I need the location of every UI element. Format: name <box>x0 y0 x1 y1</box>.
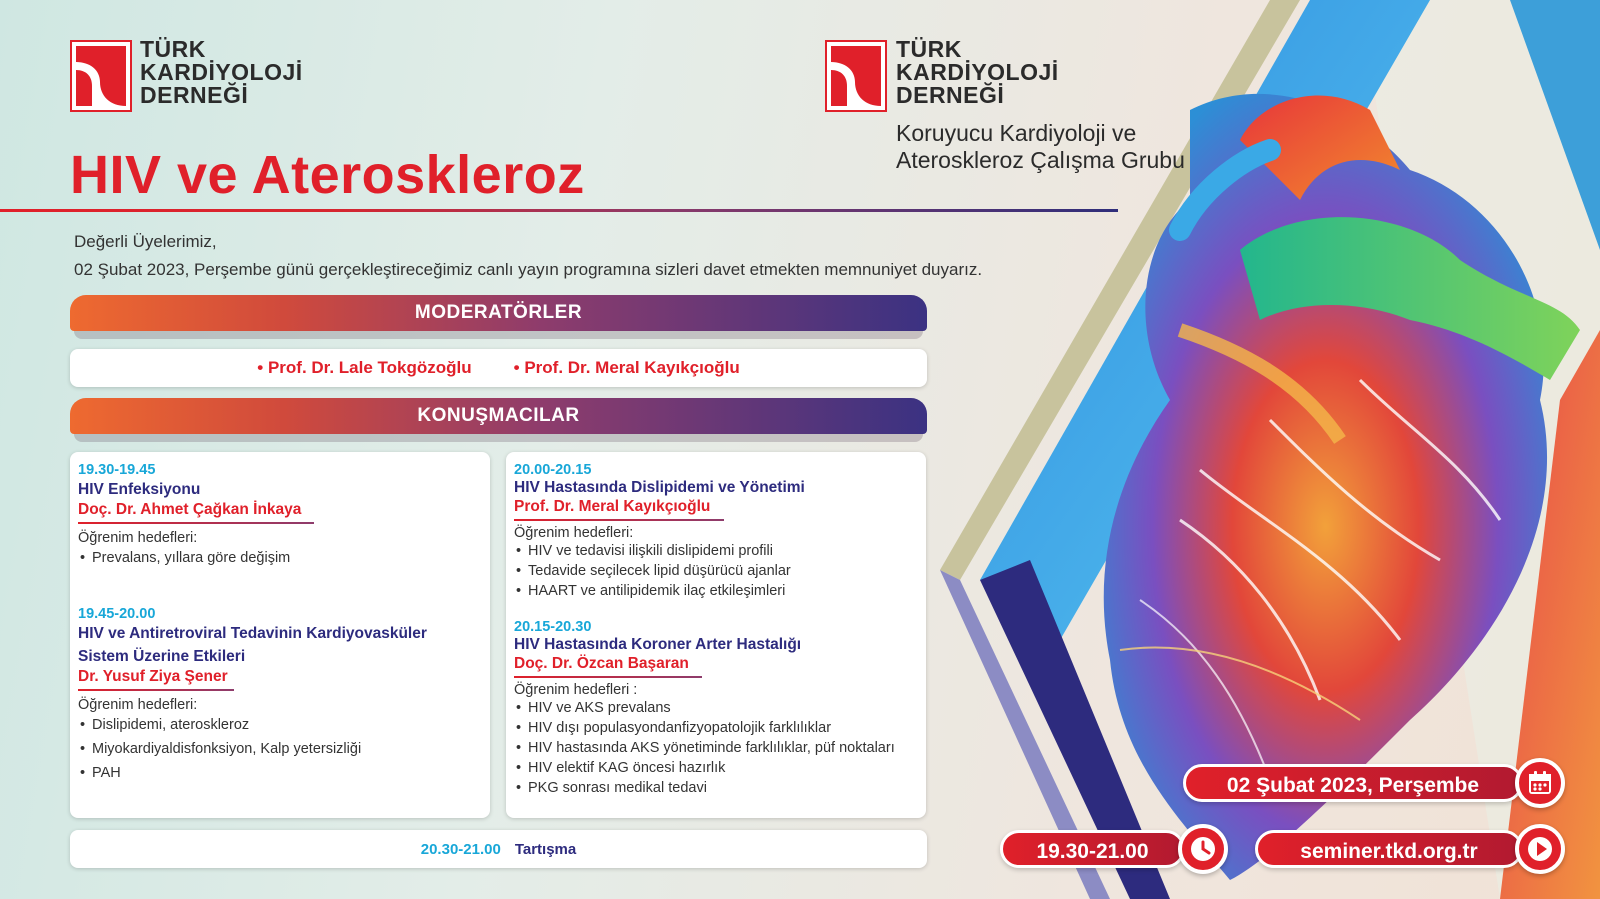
talk-2-speaker-underline <box>78 689 234 691</box>
talks-card-right <box>506 452 926 818</box>
moderators-bar-shadow <box>74 331 923 339</box>
talk-4-time: 20.15-20.30 <box>514 619 592 635</box>
talk-2-speaker: Dr. Yusuf Ziya Şener <box>78 668 228 685</box>
talk-3-goal: • HIV ve tedavisi ilişkili dislipidemi profili <box>514 541 918 561</box>
moderators-heading: MODERATÖRLER <box>70 295 927 331</box>
talk-4-goals-heading: Öğrenim hedefleri : <box>514 682 638 698</box>
calendar-icon <box>1515 758 1565 808</box>
talk-2-goals <box>78 713 482 785</box>
talk-2 <box>78 606 482 785</box>
talk-1 <box>78 462 482 570</box>
talk-1-goals-heading: Öğrenim hedefleri: <box>78 530 198 546</box>
logo-left-line2: KARDİYOLOJİ <box>140 59 303 85</box>
talk-2-goal: • Miyokardiyaldisfonksiyon, Kalp yetersizliği <box>78 737 482 761</box>
talk-3-speaker-underline <box>514 519 724 521</box>
intro-text: 02 Şubat 2023, Perşembe günü gerçekleştireceğimiz canlı yayın programına sizleri davet etmekten memnuniyet duyarız. <box>74 260 983 279</box>
working-group-name <box>896 120 1185 174</box>
title-divider <box>0 209 1118 212</box>
logo-left-line1: TÜRK <box>140 36 206 62</box>
moderator-2: • Prof. Dr. Meral Kayıkçıoğlu <box>513 358 740 377</box>
talk-4-goal: • PKG sonrası medikal tedavi <box>514 778 918 798</box>
discussion-label: Tartışma <box>514 840 577 858</box>
working-group-line2: Ateroskleroz Çalışma Grubu <box>896 147 1185 173</box>
logo-right-line1: TÜRK <box>896 36 962 62</box>
discussion-row <box>70 830 927 868</box>
intro-greeting: Değerli Üyelerimiz, <box>74 232 217 251</box>
talk-4-goal: • HIV ve AKS prevalans <box>514 698 918 718</box>
tkd-logo-right-text <box>896 38 1059 107</box>
event-website-link[interactable]: seminer.tkd.org.tr <box>1255 830 1523 868</box>
moderators-list <box>70 349 927 387</box>
tkd-logo-left-text <box>140 38 303 107</box>
talk-1-goal: • Prevalans, yıllara göre değişim <box>78 546 482 570</box>
talk-2-goal: • Dislipidemi, ateroskleroz <box>78 713 482 737</box>
talk-3-time: 20.00-20.15 <box>514 462 592 478</box>
talk-1-speaker-underline <box>78 522 314 524</box>
talk-2-title-line2: Sistem Üzerine Etkileri <box>78 648 246 665</box>
talk-1-speaker: Doç. Dr. Ahmet Çağkan İnkaya <box>78 501 302 518</box>
talk-3-speaker: Prof. Dr. Meral Kayıkçıoğlu <box>514 498 711 515</box>
event-hours: 19.30-21.00 <box>1000 830 1185 868</box>
talk-3-goals-heading: Öğrenim hedefleri: <box>514 525 634 541</box>
talk-2-goals-heading: Öğrenim hedefleri: <box>78 697 198 713</box>
talk-4 <box>514 619 918 798</box>
talk-3-goals <box>514 541 918 601</box>
talk-3 <box>514 462 918 601</box>
talk-1-time: 19.30-19.45 <box>78 462 156 478</box>
talk-4-goals <box>514 698 918 798</box>
logo-right-line2: KARDİYOLOJİ <box>896 59 1059 85</box>
talk-3-title: HIV Hastasında Dislipidemi ve Yönetimi <box>514 479 805 496</box>
clock-icon <box>1178 824 1228 874</box>
working-group-line1: Koruyucu Kardiyoloji ve <box>896 120 1137 146</box>
discussion-time: 20.30-21.00 <box>420 840 501 858</box>
moderator-1: • Prof. Dr. Lale Tokgözoğlu <box>257 358 472 377</box>
talk-2-time: 19.45-20.00 <box>78 606 156 622</box>
talk-3-goal: • HAART ve antilipidemik ilaç etkileşimleri <box>514 581 918 601</box>
talk-4-title: HIV Hastasında Koroner Arter Hastalığı <box>514 636 802 653</box>
speakers-heading: KONUŞMACILAR <box>70 398 927 434</box>
tkd-logo-left-icon <box>70 40 132 112</box>
event-date: 02 Şubat 2023, Perşembe <box>1183 764 1523 802</box>
talk-2-goal: • PAH <box>78 761 482 785</box>
talks-card-left <box>70 452 490 818</box>
tkd-logo-right-icon <box>825 40 887 112</box>
speakers-bar-shadow <box>74 434 923 442</box>
page-title: HIV ve Ateroskleroz <box>70 145 585 205</box>
talk-4-goal: • HIV dışı populasyondanfizyopatolojik farklılıklar <box>514 718 918 738</box>
talk-4-speaker: Doç. Dr. Özcan Başaran <box>514 655 689 672</box>
talk-4-goal: • HIV hastasında AKS yönetiminde farklılıklar, püf noktaları <box>514 738 918 758</box>
logo-right-line3: DERNEĞİ <box>896 82 1005 108</box>
logo-left-line3: DERNEĞİ <box>140 82 249 108</box>
talk-1-title: HIV Enfeksiyonu <box>78 481 201 498</box>
talk-4-speaker-underline <box>514 676 702 678</box>
talk-3-goal: • Tedavide seçilecek lipid düşürücü ajanlar <box>514 561 918 581</box>
talk-2-title-line1: HIV ve Antiretroviral Tedavinin Kardiyovasküler <box>78 625 427 642</box>
talk-4-goal: • HIV elektif KAG öncesi hazırlık <box>514 758 918 778</box>
talk-1-goals <box>78 546 482 570</box>
play-icon[interactable] <box>1515 824 1565 874</box>
